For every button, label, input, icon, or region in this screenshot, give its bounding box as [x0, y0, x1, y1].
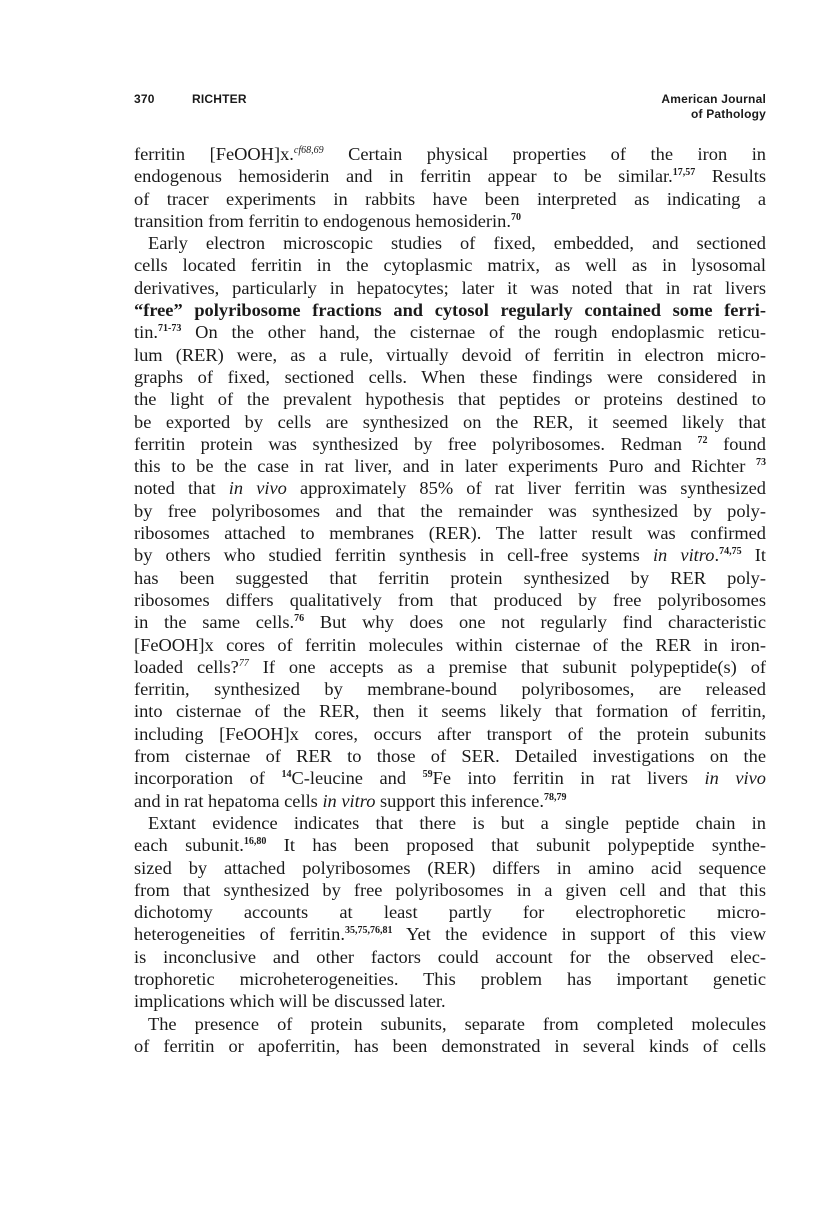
text-fragment: . — [714, 545, 720, 566]
journal-name — [661, 92, 766, 122]
reference-superscript: 76 — [294, 613, 305, 625]
text-line — [134, 946, 766, 968]
text-line — [134, 767, 766, 789]
text-line — [134, 611, 766, 633]
text-line — [134, 567, 766, 589]
running-author: RICHTER — [192, 92, 247, 106]
text-fragment: ferritin [FeOOH]x. — [134, 144, 294, 164]
text-fragment: It has been proposed that subunit polypeptide synthe- — [266, 835, 766, 856]
text-fragment: derivatives, particularly in hepatocytes; later it was noted that in rat livers — [134, 277, 766, 298]
text-fragment: Results — [695, 166, 766, 187]
text-fragment: support this inference. — [375, 790, 544, 811]
text-fragment: each subunit. — [134, 835, 244, 856]
text-line — [134, 544, 766, 566]
text-line — [134, 790, 766, 812]
text-line — [134, 1035, 766, 1057]
text-fragment: cells located ferritin in the cytoplasmic matrix, as well as in lysosomal — [134, 255, 766, 276]
text-fragment: The presence of protein subunits, separate from completed molecules — [148, 1013, 766, 1034]
reference-superscript: 78,79 — [543, 791, 567, 803]
text-fragment: Fe into ferritin in rat livers — [432, 768, 705, 789]
text-fragment: has been suggested that ferritin protein synthesized by RER poly- — [134, 567, 766, 588]
text-line — [134, 1013, 766, 1035]
text-fragment: ribosomes differs qualitatively from that produced by free polyribosomes — [134, 589, 766, 610]
text-fragment: Extant evidence indicates that there is but a single peptide chain in — [148, 812, 766, 833]
text-line — [134, 433, 766, 455]
reference-superscript: 72 — [697, 434, 708, 446]
text-fragment: If one accepts as a premise that subunit polypeptide(s) of — [248, 656, 767, 677]
text-fragment: C-leucine and — [291, 768, 423, 789]
text-fragment: Certain physical properties of the iron in — [323, 144, 766, 164]
text-line — [134, 678, 766, 700]
text-line — [134, 879, 766, 901]
running-header — [134, 90, 766, 126]
text-fragment: be exported by cells are synthesized on the RER, it seemed likely that — [134, 411, 766, 432]
text-fragment: into cisternae of the RER, then it seems likely that formation of ferritin, — [134, 701, 766, 722]
text-line — [134, 923, 766, 945]
reference-superscript: 16,80 — [243, 836, 267, 848]
reference-superscript: 35,75,76,81 — [344, 925, 393, 937]
text-fragment: graphs of fixed, sectioned cells. When these findings were considered in — [134, 366, 766, 387]
text-line — [134, 254, 766, 276]
text-fragment: implications which will be discussed later. — [134, 991, 446, 1012]
text-fragment: is inconclusive and other factors could account for the observed elec- — [134, 946, 766, 967]
text-fragment: including [FeOOH]x cores, occurs after transport of the protein subunits — [134, 723, 766, 744]
journal-name-line1: American Journal — [661, 92, 766, 106]
text-fragment: this to be the case in rat liver, and in later experiments Puro and Richter — [134, 456, 756, 477]
text-line — [134, 477, 766, 499]
text-fragment: [FeOOH]x cores of ferritin molecules within cisternae of the RER in iron- — [134, 634, 766, 655]
text-line — [134, 634, 766, 656]
text-fragment: in vitro — [322, 790, 376, 811]
text-fragment: in the same cells. — [134, 612, 295, 633]
reference-superscript: 59 — [422, 769, 433, 781]
text-line — [134, 500, 766, 522]
text-fragment: Yet the evidence in support of this view — [392, 924, 766, 945]
text-line — [134, 901, 766, 923]
text-fragment: by free polyribosomes and that the remainder was synthesized by poly- — [134, 500, 766, 521]
text-line — [134, 277, 766, 299]
text-fragment: from cisternae of RER to those of SER. Detailed investigations on the — [134, 746, 766, 767]
text-line — [134, 857, 766, 879]
text-line — [134, 656, 766, 678]
text-fragment: found — [707, 433, 766, 454]
text-fragment: dichotomy accounts at least partly for electrophoretic micro- — [134, 902, 766, 923]
text-fragment: lum (RER) were, as a rule, virtually devoid of ferritin in electron micro- — [134, 344, 766, 365]
text-fragment: the light of the prevalent hypothesis that peptides or proteins destined to — [134, 389, 766, 410]
reference-superscript: 77 — [238, 657, 249, 669]
text-line — [134, 165, 766, 187]
text-fragment: in vitro — [652, 545, 715, 566]
text-fragment: in vivo — [704, 768, 766, 789]
text-line — [134, 522, 766, 544]
text-fragment: in vivo — [228, 478, 287, 499]
text-line — [134, 210, 766, 232]
text-line — [134, 723, 766, 745]
text-fragment: “free” polyribosome fractions and cytosol regularly contained some ferri- — [134, 300, 766, 321]
text-line — [134, 812, 766, 834]
reference-superscript: cf68,69 — [293, 145, 324, 156]
text-line — [134, 834, 766, 856]
text-fragment: sized by attached polyribosomes (RER) differs in amino acid sequence — [134, 857, 766, 878]
text-line — [134, 388, 766, 410]
reference-superscript: 17,57 — [672, 167, 696, 179]
reference-superscript: 14 — [281, 769, 292, 781]
text-line — [134, 990, 766, 1012]
text-line — [134, 411, 766, 433]
text-fragment: trophoretic microheterogeneities. This problem has important genetic — [134, 968, 766, 989]
body-text — [134, 143, 766, 1057]
text-fragment: noted that — [134, 478, 229, 499]
text-fragment: transition from ferritin to endogenous hemosiderin. — [134, 210, 511, 231]
text-line — [134, 589, 766, 611]
text-line — [134, 745, 766, 767]
reference-superscript: 70 — [510, 211, 521, 223]
text-fragment: ribosomes attached to membranes (RER). The latter result was confirmed — [134, 523, 766, 544]
text-fragment: It — [741, 545, 766, 566]
text-fragment: endogenous hemosiderin and in ferritin appear to be similar. — [134, 166, 673, 187]
text-line — [134, 455, 766, 477]
text-line — [134, 143, 766, 165]
text-fragment: by others who studied ferritin synthesis in cell-free systems — [134, 545, 653, 566]
text-fragment: Early electron microscopic studies of fixed, embedded, and sectioned — [148, 233, 766, 254]
text-fragment: incorporation of — [134, 768, 282, 789]
reference-superscript: 74,75 — [719, 546, 742, 558]
text-fragment: of ferritin or apoferritin, has been demonstrated in several kinds of cells — [134, 1035, 766, 1056]
text-fragment: heterogeneities of ferritin. — [134, 924, 345, 945]
text-fragment: of tracer experiments in rabbits have been interpreted as indicating a — [134, 188, 766, 209]
text-fragment: But why does one not regularly find characteristic — [304, 612, 766, 633]
text-fragment: from that synthesized by free polyribosomes in a given cell and that this — [134, 879, 766, 900]
text-line — [134, 700, 766, 722]
page-number: 370 — [134, 92, 155, 106]
text-fragment: approximately 85% of rat liver ferritin was synthesized — [286, 478, 766, 499]
text-fragment: ferritin protein was synthesized by free polyribosomes. Redman — [134, 433, 698, 454]
text-fragment: and in rat hepatoma cells — [134, 790, 323, 811]
text-fragment: On the other hand, the cisternae of the rough endoplasmic reticu- — [181, 322, 766, 343]
text-fragment: tin. — [134, 322, 159, 343]
text-fragment: ferritin, synthesized by membrane-bound polyribosomes, are released — [134, 679, 766, 700]
text-line — [134, 366, 766, 388]
journal-name-line2: of Pathology — [690, 107, 766, 121]
text-line — [134, 968, 766, 990]
reference-superscript: 73 — [756, 457, 766, 469]
text-line — [134, 232, 766, 254]
text-line — [134, 321, 766, 343]
text-line — [134, 299, 766, 321]
text-line — [134, 188, 766, 210]
text-fragment: loaded cells? — [134, 656, 239, 677]
text-line — [134, 344, 766, 366]
reference-superscript: 71-73 — [158, 323, 182, 335]
